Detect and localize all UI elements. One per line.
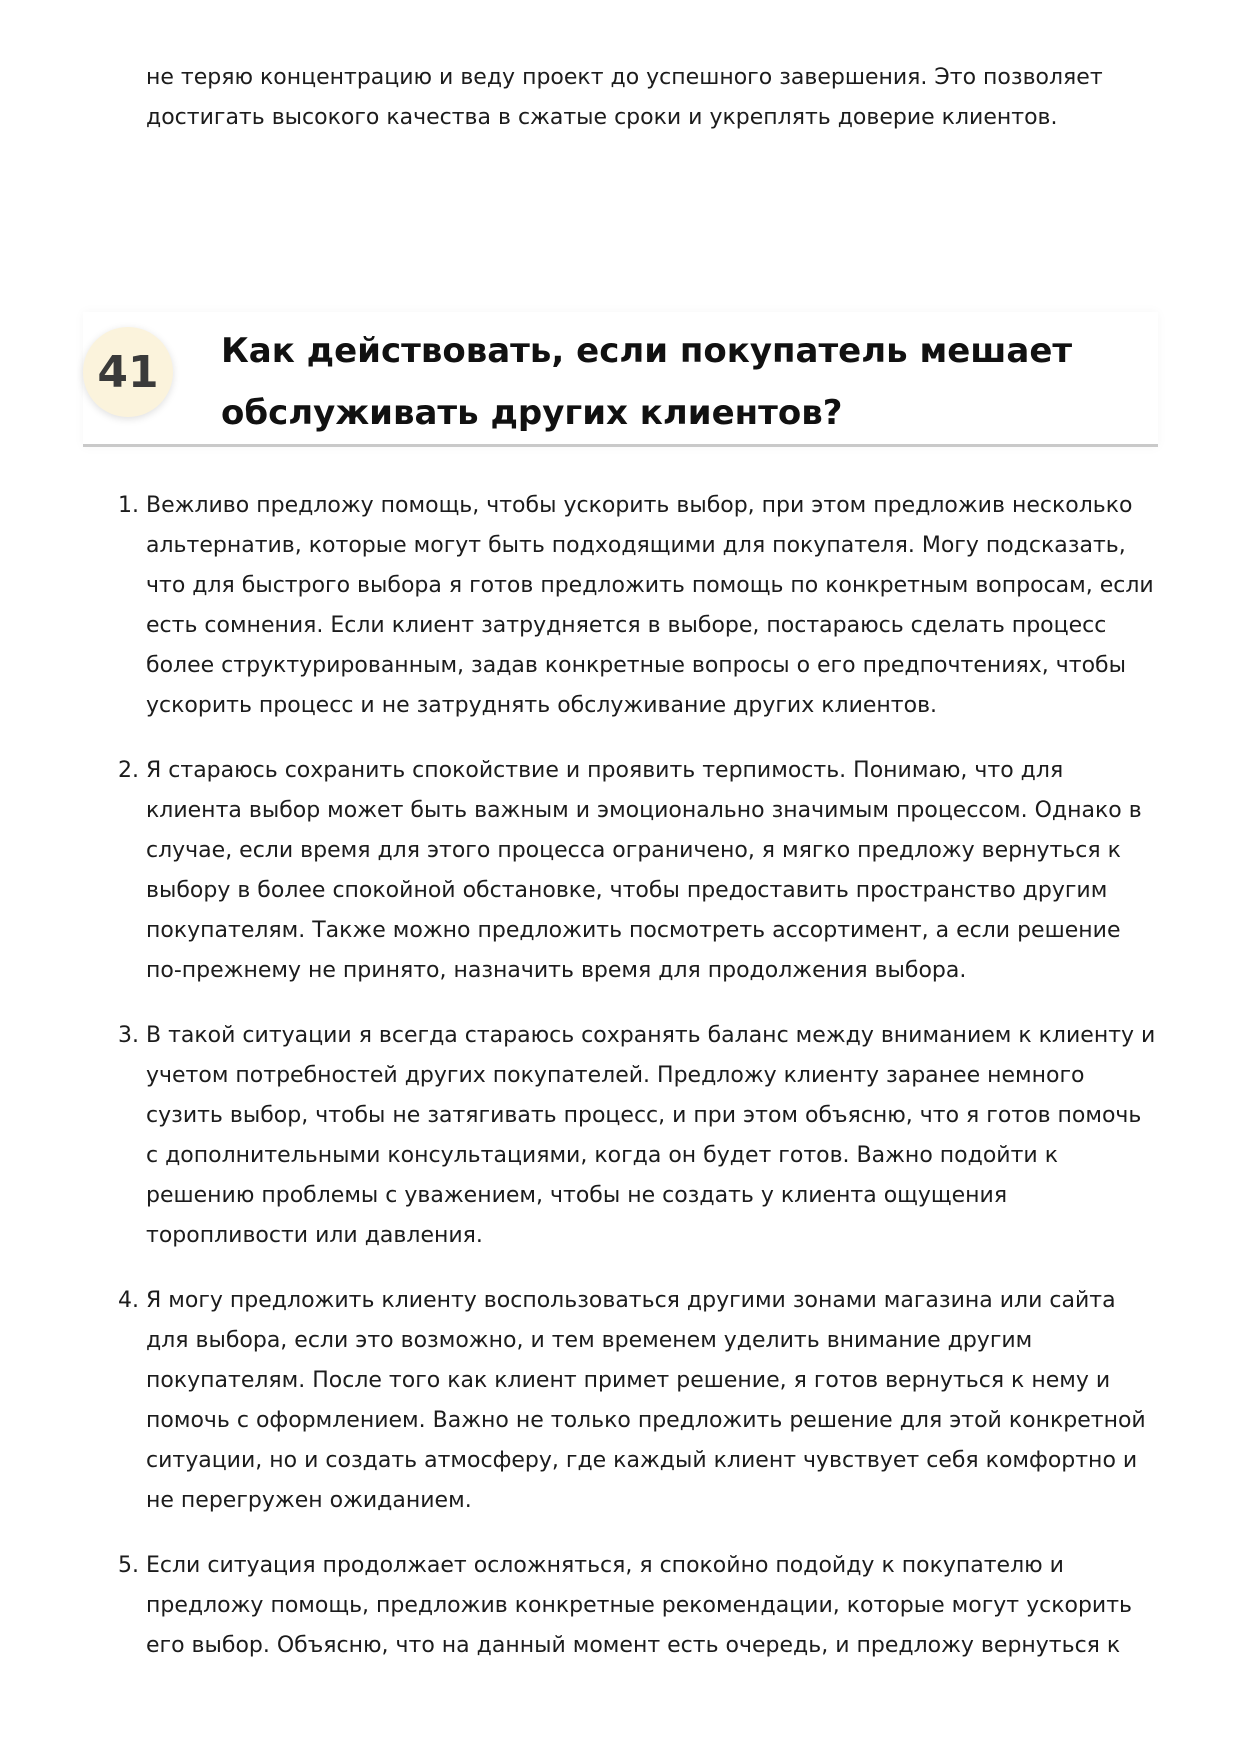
answer-text: Я стараюсь сохранить спокойствие и проявить терпимость. Понимаю, что для клиента выбор может быть важным и эмоционально значимым процессом. Однако в случае, если время для этого процесса ограничено, я мягко предложу вернуться к выбору в более спокойной обстановке, чтобы предоставить пространство другим покупателям. Также можно предложить посмотреть ассортимент, а если решение по-прежнему не принято, назначить время для продолжения выбора. xyxy=(146,758,1142,983)
answer-list xyxy=(118,486,1158,1691)
question-title: Как действовать, если покупатель мешает обслуживать других клиентов? xyxy=(221,331,1073,433)
answer-number: 4. xyxy=(118,1288,139,1313)
answer-item xyxy=(118,1546,1158,1666)
answer-item xyxy=(118,1016,1158,1256)
answer-text: В такой ситуации я всегда стараюсь сохранять баланс между вниманием к клиенту и учетом потребностей других покупателей. Предложу клиенту заранее немного сузить выбор, чтобы не затягивать процесс, и при этом объясню, что я готов помочь с дополнительными консультациями, когда он будет готов. Важно подойти к решению проблемы с уважением, чтобы не создать у клиента ощущения торопливости или давления. xyxy=(146,1023,1156,1248)
answer-number: 3. xyxy=(118,1023,139,1048)
answer-item xyxy=(118,486,1158,726)
intro-paragraph: не теряю концентрацию и веду проект до успешного завершения. Это позволяет достигать высокого качества в сжатые сроки и укреплять доверие клиентов. xyxy=(146,65,1103,130)
question-header xyxy=(83,312,1158,447)
answer-number: 1. xyxy=(118,493,139,518)
answer-item xyxy=(118,751,1158,991)
answer-number: 5. xyxy=(118,1553,139,1578)
answer-text: Я могу предложить клиенту воспользоваться другими зонами магазина или сайта для выбора, если это возможно, и тем временем уделить внимание другим покупателям. После того как клиент примет решение, я готов вернуться к нему и помочь с оформлением. Важно не только предложить решение для этой конкретной ситуации, но и создать атмосферу, где каждый клиент чувствует себя комфортно и не перегружен ожиданием. xyxy=(146,1288,1146,1513)
answer-number: 2. xyxy=(118,758,139,783)
answer-item xyxy=(118,1281,1158,1521)
answer-text: Если ситуация продолжает осложняться, я спокойно подойду к покупателю и предложу помощь, предложив конкретные рекомендации, которые могут ускорить его выбор. Объясню, что на данный момент есть очередь, и предложу вернуться к xyxy=(146,1553,1132,1658)
question-number-badge: 41 xyxy=(83,327,173,417)
answer-text: Вежливо предложу помощь, чтобы ускорить выбор, при этом предложив несколько альтернатив, которые могут быть подходящими для покупателя. Могу подсказать, что для быстрого выбора я готов предложить помощь по конкретным вопросам, если есть сомнения. Если клиент затрудняется в выборе, постараюсь сделать процесс более структурированным, задав конкретные вопросы о его предпочтениях, чтобы ускорить процесс и не затруднять обслуживание других клиентов. xyxy=(146,493,1154,718)
